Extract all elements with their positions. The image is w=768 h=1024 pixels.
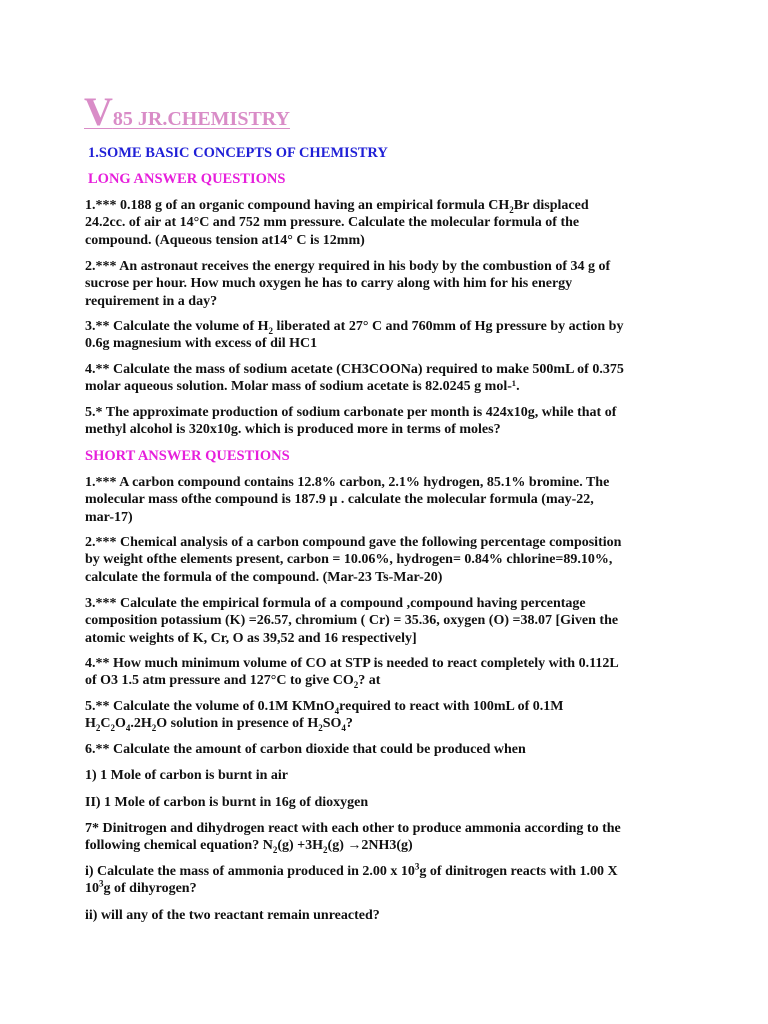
- short-question-7: 7* Dinitrogen and dihydrogen react with each other to produce ammonia according to the following chemical equation? $N_2(g) +3H_2(g) \to 2NH3(g)$: [85, 821, 621, 856]
- document-header: [84, 89, 290, 134]
- short-question-6-part-2: II) 1 Mole of carbon is burnt in 16g of dioxygen: [85, 795, 369, 810]
- long-question-5: 5.* The approximate production of sodium carbonate per month is 424x10g, while that of methyl alcohol is 320x10g. which is produced more in terms of moles?: [85, 405, 617, 438]
- short-question-2: 2.*** Chemical analysis of a carbon compound gave the following percentage composition by weight ofthe elements present, carbon = 10.06%, hydrogen= 0.84% chlorine=89.10%, calculate the formula of the compound. (Mar-23 Ts-Mar-20): [85, 535, 622, 585]
- long-question-2: 2.*** An astronaut receives the energy required in his body by the combustion of 34 g of sucrose per hour. How much oxygen he has to carry along with him for his energy requirement in a day?: [85, 259, 611, 309]
- header-letter: V: [84, 89, 113, 134]
- long-question-4: 4.** Calculate the mass of sodium acetate (CH3COONa) required to make 500mL of 0.375 molar aqueous solution. Molar mass of sodium acetate is 82.0245 g mol-¹.: [85, 362, 624, 395]
- long-answer-heading: LONG ANSWER QUESTIONS: [88, 171, 286, 187]
- short-question-7-part-1: i) Calculate the mass of ammonia produced in 2.00 x $10^3g$ of dinitrogen reacts with 1.00 X $10^3g$ of dihyrogen?: [85, 861, 618, 897]
- short-question-5: 5.** Calculate the volume of 0.1M KMnO$_4$required to react with 100mL of 0.1M $H_2C_2O_4.2H_2O$ solution in presence of $H_2SO_4$?: [85, 699, 564, 734]
- short-question-6-part-1: 1) 1 Mole of carbon is burnt in air: [85, 768, 288, 783]
- short-question-3: 3.*** Calculate the empirical formula of a compound ,compound having percentage composition potassium (K) =26.57, chromium ( Cr) = 35.36, oxygen (O) =38.07 [Given the atomic weights of K, Cr, O as 39,52 and 16 respectively]: [85, 596, 619, 646]
- long-question-1: 1.*** 0.188 g of an organic compound having an empirical formula $CH_2Br$ displaced 24.2cc. of air at 14°C and 752 mm pressure. Calculate the molecular formula of the compound. (Aqueous tension at14° C is 12mm): [85, 198, 589, 248]
- short-answer-heading: SHORT ANSWER QUESTIONS: [85, 448, 290, 464]
- short-question-1: 1.*** A carbon compound contains 12.8% carbon, 2.1% hydrogen, 85.1% bromine. The molecular mass ofthe compound is 187.9 µ . calculate the molecular formula (may-22, mar-17): [85, 475, 610, 525]
- short-question-7-part-2: ii) will any of the two reactant remain unreacted?: [85, 908, 380, 923]
- chapter-title: 1.SOME BASIC CONCEPTS OF CHEMISTRY: [88, 145, 388, 161]
- long-question-3: 3.** Calculate the volume of $H_2$ liberated at 27° C and 760mm of Hg pressure by action by 0.6g magnesium with excess of dil HC1: [85, 319, 624, 352]
- short-question-4: 4.** How much minimum volume of CO at STP is needed to react completely with 0.112L of O3 1.5 atm pressure and 127°C to give $CO_2$? at: [85, 656, 618, 691]
- header-subtitle: 85 JR.CHEMISTRY: [112, 108, 290, 130]
- short-question-6: 6.** Calculate the amount of carbon dioxide that could be produced when: [85, 742, 526, 757]
